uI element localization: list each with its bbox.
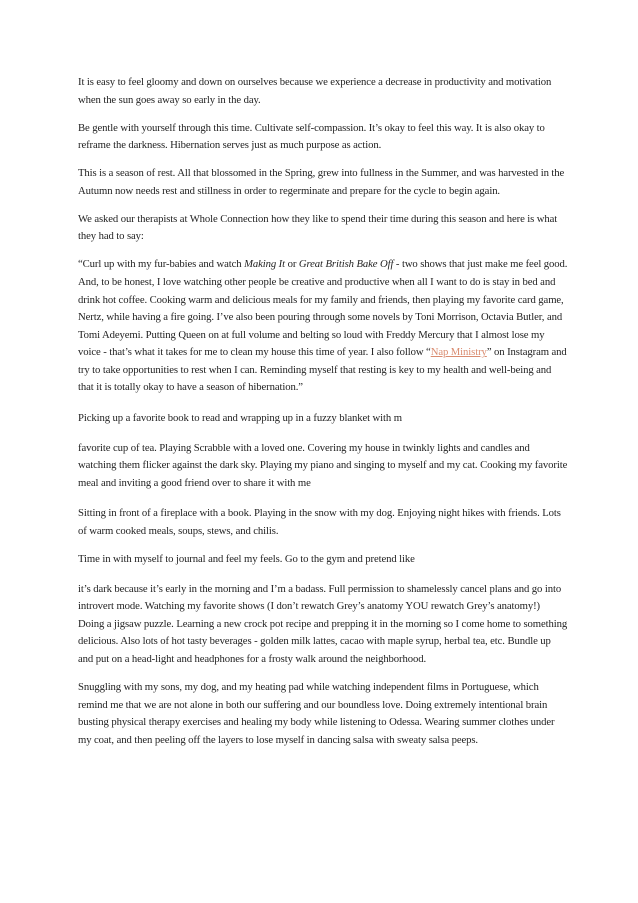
show-title-bake-off: Great British Bake Off [298,258,394,271]
book-blanket-paragraph: Picking up a favorite book to read and wrapping up in a fuzzy blanket with m [78,411,402,424]
quote-text: or [285,258,299,271]
self-compassion-paragraph: Be gentle with yourself through this time. Cultivate self-compassion. It’s okay to feel this way. It is also okay to reframe the darkness. Hibernation serves just as much purpose as action. [78,121,545,152]
quote-text: - two shows that just make me feel good. And, to be honest, I love watching other people be creative and productive when all I want to do is stay in bed and drink hot coffee. Cooking warm and delicious meals for my family and friends, then playing my favorite card game, Nertz, while having a fire going. I’ve also been pouring through some novels by Toni Morrison, Octavia Butler, and Tomi Adeyemi. Putting Queen on at full volume and belting so loud with Freddy Mercury that I almost lose my voice - that’s what it takes for me to clean my house this time of year. I also follow “ [78,258,568,359]
fireplace-paragraph: Sitting in front of a fireplace with a book. Playing in the snow with my dog. Enjoying night hikes with friends. Lots of warm cooked meals, soups, stews, and chilis. [78,506,561,537]
therapists-intro-paragraph: We asked our therapists at Whole Connection how they like to spend their time during this season and here is what they had to say: [78,212,558,243]
quote-text: ” on Instagram and try to take opportunities to rest when I can. Reminding myself that resting is key to my health and well-being and that it is totally okay to have a season of hibernation.” [78,346,567,394]
snuggling-paragraph: Snuggling with my sons, my dog, and my heating pad while watching independent films in Portuguese, which remind me that we are not alone in both our suffering and our boundless love. Doing extremely intentional brain busting physical therapy exercises and healing my body while listening to Odessa. Wearing summer clothes under my coat, and then peeling off the layers to lose myself in dancing salsa with sweaty salsa peeps. [78,680,555,746]
intro-paragraph: It is easy to feel gloomy and down on ourselves because we experience a decrease in productivity and motivation when the sun goes away so early in the day. [78,76,552,106]
tea-scrabble-paragraph: favorite cup of tea. Playing Scrabble with a loved one. Covering my house in twinkly lights and candles and watching them flicker against the dark sky. Playing my piano and singing to myself and my cat. Cooking my favorite meal and inviting a good friend over to share it with me [78,441,568,489]
show-title-making-it: Making It [244,258,286,271]
therapist-quote-paragraph [78,256,568,397]
nap-ministry-link[interactable]: Nap Ministry [430,346,487,359]
quote-text: “Curl up with my fur-babies and watch [78,258,245,271]
season-paragraph: This is a season of rest. All that blossomed in the Spring, grew into fullness in the Summer, and was harvested in the Autumn now needs rest and stillness in order to regerminate and prepare for the cycle to begin again. [78,167,565,197]
document-body [78,74,568,760]
journal-paragraph: Time in with myself to journal and feel my feels. Go to the gym and pretend like [78,552,415,565]
introvert-mode-paragraph: it’s dark because it’s early in the morning and I’m a badass. Full permission to shamelessly cancel plans and go into introvert mode. Watching my favorite shows (I don’t rewatch Grey’s anatomy YOU rewatch Grey’s anatomy!) Doing a jigsaw puzzle. Learning a new crock pot recipe and prepping it in the morning so I come home to something delicious. Also lots of hot tasty beverages - golden milk lattes, cacao with maple syrup, herbal tea, etc. Bundle up and put on a head-light and headphones for a frosty walk around the neighborhood. [78,582,568,665]
